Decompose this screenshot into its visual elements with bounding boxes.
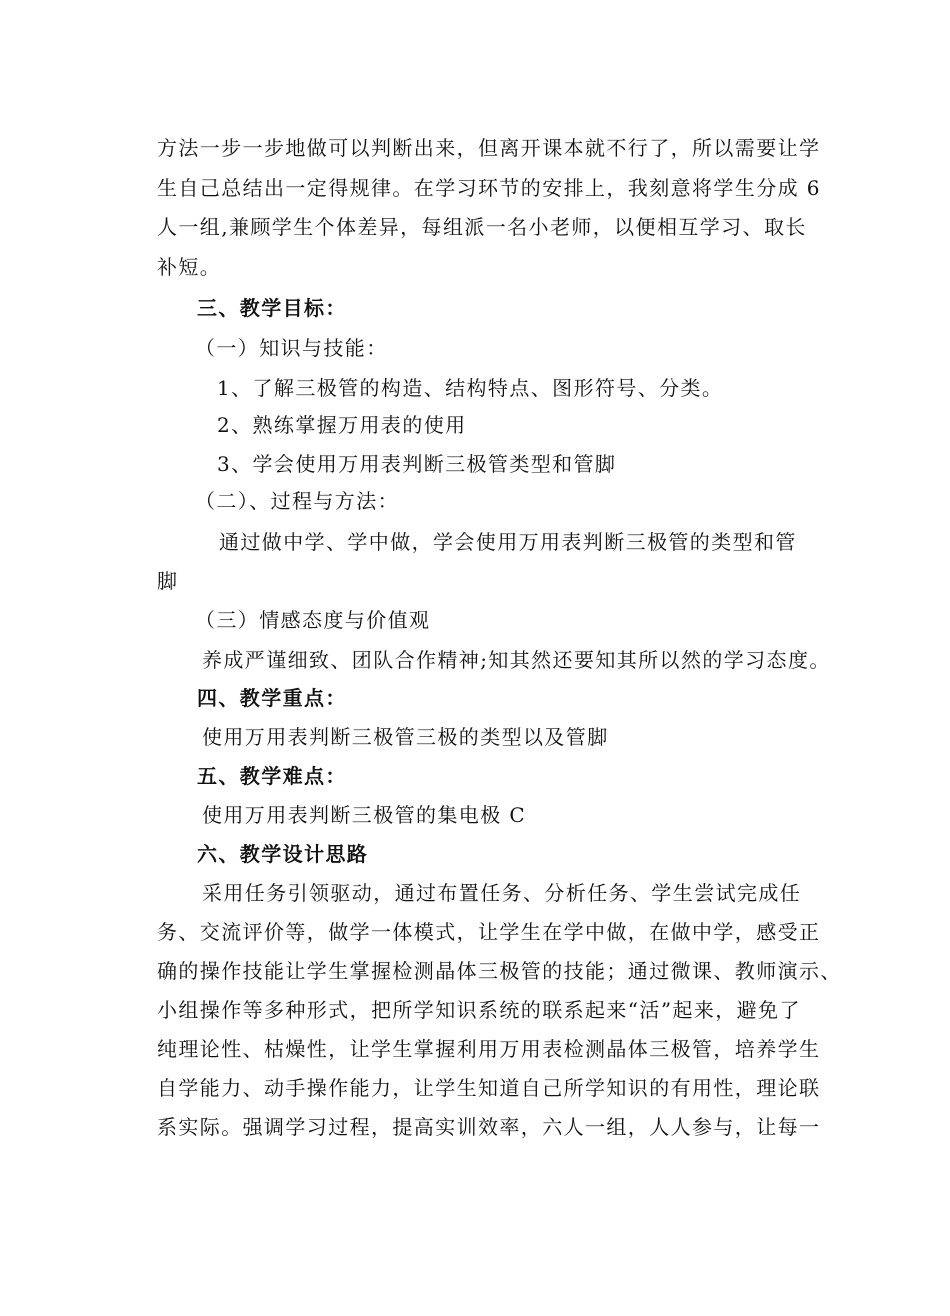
section-heading-difficulties: 五、教学难点： [197, 764, 347, 788]
intro-line-1: 方法一步一步地做可以判断出来，但离开课本就不行了，所以需要让学 [157, 136, 821, 160]
design-idea-line-7: 系实际。强调学习过程，提高实训效率，六人一组，人人参与，让每一 [157, 1115, 821, 1139]
design-idea-line-1: 采用任务引领驱动，通过布置任务、分析任务、学生尝试完成任 [202, 881, 802, 905]
design-idea-line-4: 小组操作等多种形式，把所学知识系统的联系起来“活”起来，避免了 [157, 998, 801, 1022]
design-idea-line-6: 自学能力、动手操作能力，让学生知道自己所学知识的有用性，理论联 [157, 1076, 821, 1100]
goal-item-1: 1、了解三极管的构造、结构特点、图形符号、分类。 [217, 376, 724, 400]
section-heading-design-idea: 六、教学设计思路 [197, 842, 369, 866]
section-heading-key-points: 四、教学重点： [197, 686, 347, 710]
design-idea-line-5: 纯理论性、枯燥性，让学生掌握利用万用表检测晶体三极管，培养学生 [157, 1037, 821, 1061]
goal-item-2: 2、熟练掌握万用表的使用 [217, 413, 467, 437]
intro-line-2: 生自己总结出一定得规律。在学习环节的安排上，我刻意将学生分成 6 [157, 176, 821, 200]
subsection-title-process-method: （二）、过程与方法： [195, 489, 399, 513]
design-idea-line-3: 确的操作技能让学生掌握检测晶体三极管的技能；通过微课、教师演示、 [157, 959, 842, 983]
goal-item-3: 3、学会使用万用表判断三极管类型和管脚 [217, 452, 617, 476]
design-idea-line-2: 务、交流评价等，做学一体模式，让学生在学中做，在做中学，感受正 [157, 920, 821, 944]
process-method-line-1: 通过做中学、学中做，学会使用万用表判断三极管的类型和管 [219, 530, 797, 554]
section-heading-teaching-goals: 三、教学目标： [197, 296, 347, 320]
process-method-line-2: 脚 [157, 569, 179, 593]
intro-line-4: 补短。 [157, 255, 222, 279]
difficulties-text: 使用万用表判断三极管的集电极 C [202, 803, 527, 827]
subsection-title-knowledge-skills: （一）知识与技能： [195, 336, 388, 360]
subsection-title-attitude-values: （三）情感态度与价值观 [195, 608, 431, 632]
intro-line-3: 人一组,兼顾学生个体差异，每组派一名小老师，以便相互学习、取长 [157, 215, 807, 239]
key-points-text: 使用万用表判断三极管三极的类型以及管脚 [202, 725, 609, 749]
attitude-values-text: 养成严谨细致、团队合作精神;知其然还要知其所以然的学习态度。 [202, 648, 831, 672]
